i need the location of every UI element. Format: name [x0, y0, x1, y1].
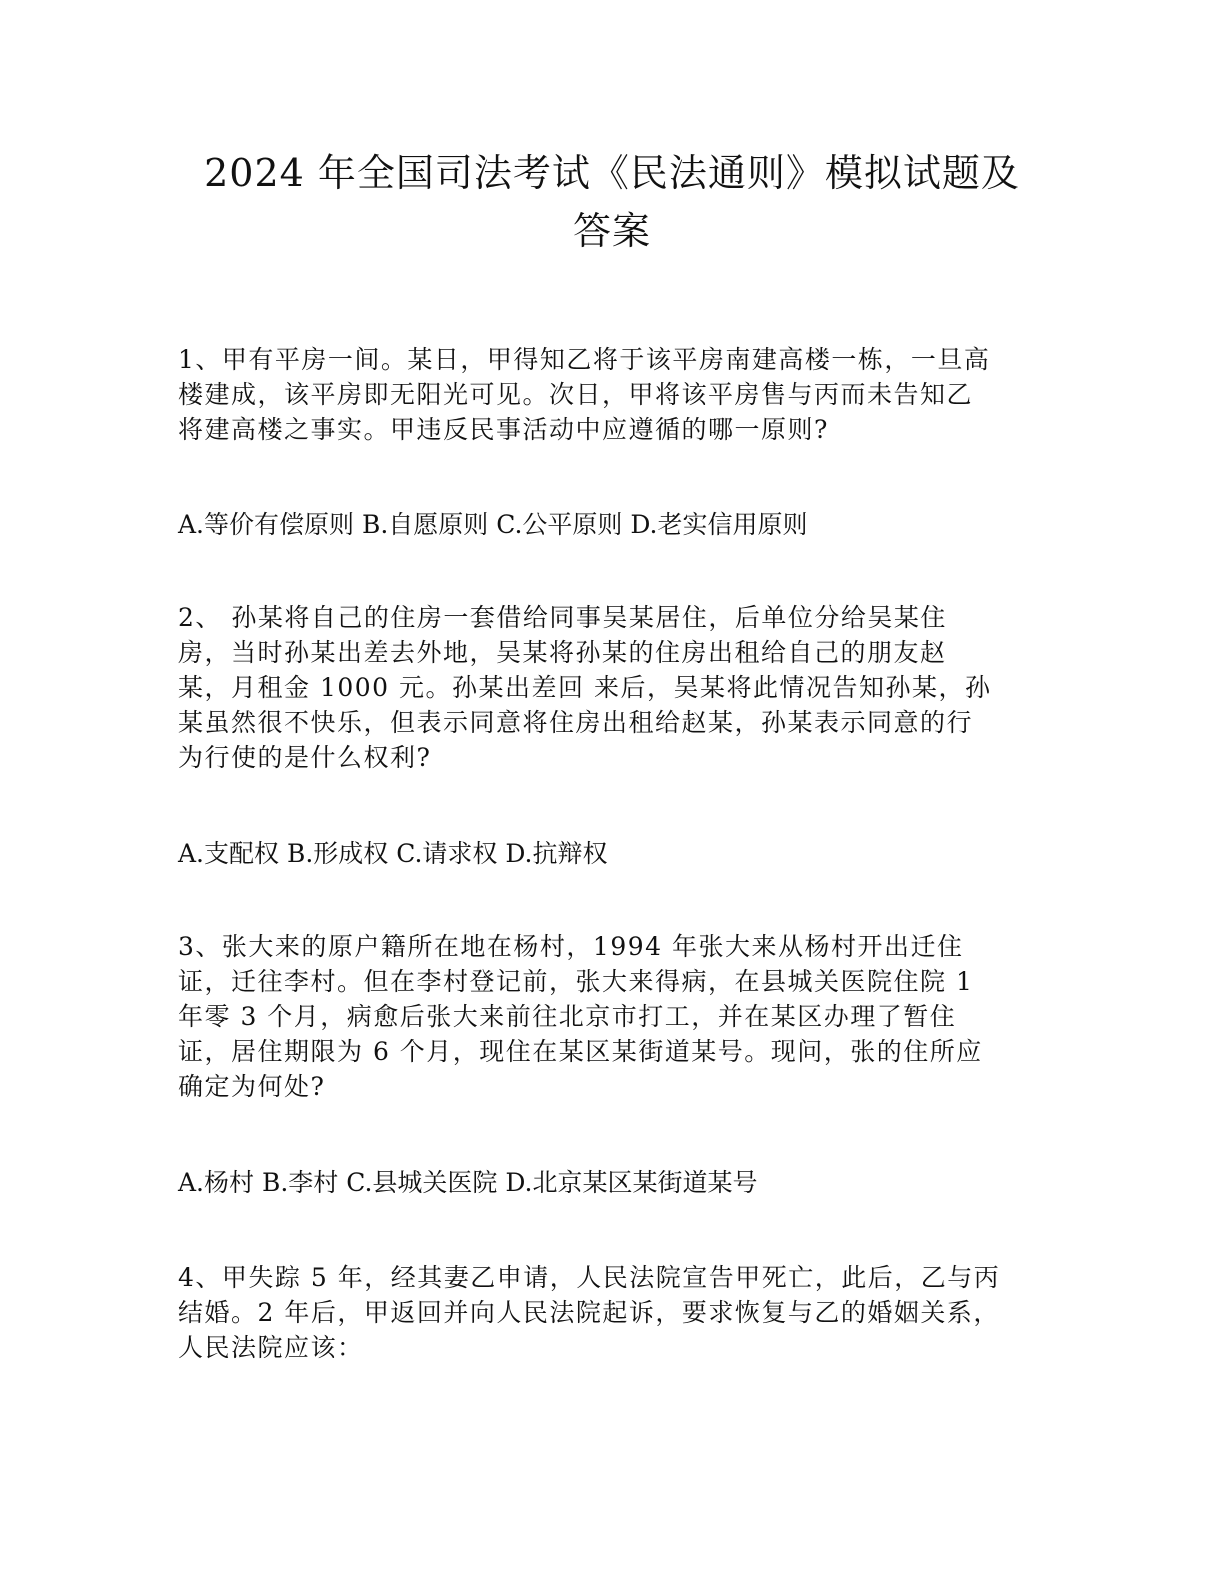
document-title [150, 144, 1074, 260]
question-3-line-2: 证，迁往李村。但在李村登记前，张大来得病，在县城关医院住院 1 [178, 967, 974, 996]
question-3-line-3: 年零 3 个月，病愈后张大来前往北京市打工，并在某区办理了暂住 [178, 1002, 957, 1031]
question-4-line-1: 4、甲失踪 5 年，经其妻乙申请，人民法院宣告甲死亡，此后，乙与丙 [178, 1263, 1001, 1292]
question-4-line-2: 结婚。2 年后，甲返回并向人民法院起诉，要求恢复与乙的婚姻关系， [178, 1298, 1000, 1327]
question-3-line-4: 证，居住期限为 6 个月，现住在某区某街道某号。现问，张的住所应 [178, 1037, 983, 1066]
question-2-line-3: 某，月租金 1000 元。孙某出差回 来后，吴某将此情况告知孙某，孙 [178, 673, 992, 702]
title-line-2: 答案 [572, 209, 651, 253]
question-2-options: A.支配权 B.形成权 C.请求权 D.抗辩权 [178, 839, 608, 868]
question-3-line-5: 确定为何处? [178, 1072, 326, 1101]
question-1-line-2: 楼建成，该平房即无阳光可见。次日，甲将该平房售与丙而未告知乙 [178, 380, 974, 409]
question-2-line-5: 为行使的是什么权利? [178, 743, 432, 772]
question-2-line-4: 某虽然很不快乐，但表示同意将住房出租给赵某，孙某表示同意的行 [178, 708, 974, 737]
question-1-line-1: 1、甲有平房一间。某日，甲得知乙将于该平房南建高楼一栋，一旦高 [178, 345, 991, 374]
question-2 [178, 600, 1038, 775]
question-2-line-2: 房，当时孙某出差去外地，吴某将孙某的住房出租给自己的朋友赵 [178, 638, 947, 667]
title-line-1: 2024 年全国司法考试《民法通则》模拟试题及 [204, 151, 1020, 195]
question-4 [178, 1260, 1038, 1365]
question-2-line-1: 2、 孙某将自己的住房一套借给同事吴某居住，后单位分给吴某住 [178, 603, 947, 632]
question-3 [178, 929, 1038, 1104]
question-3-options: A.杨村 B.李村 C.县城关医院 D.北京某区某街道某号 [178, 1168, 758, 1197]
question-1-options: A.等价有偿原则 B.自愿原则 C.公平原则 D.老实信用原则 [178, 510, 808, 539]
question-4-line-3: 人民法院应该： [178, 1333, 364, 1362]
question-3-line-1: 3、张大来的原户籍所在地在杨村，1994 年张大来从杨村开出迁住 [178, 932, 964, 961]
question-1 [178, 342, 1038, 447]
question-1-line-3: 将建高楼之事实。甲违反民事活动中应遵循的哪一原则? [178, 415, 829, 444]
